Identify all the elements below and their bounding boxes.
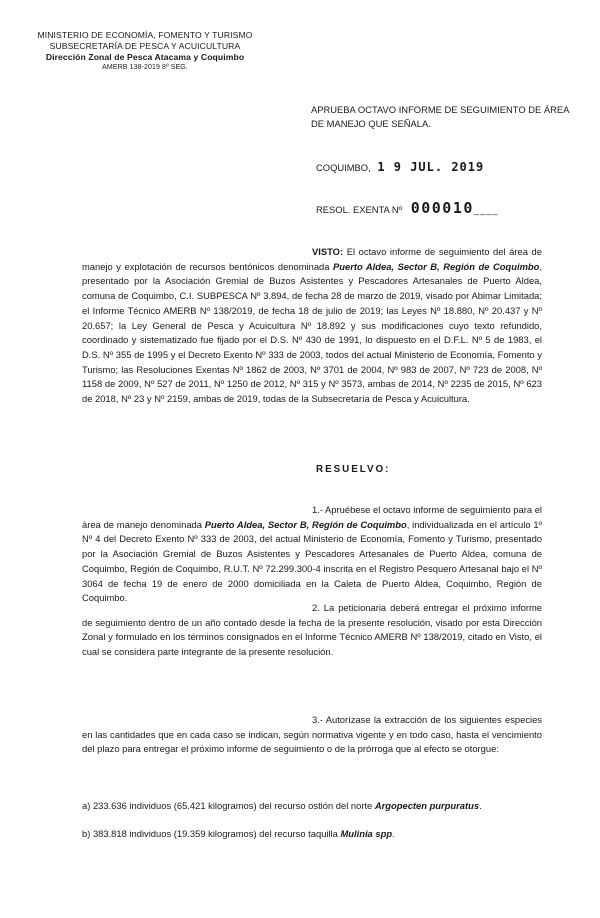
- item-a-species: Argopecten purpuratus: [374, 800, 480, 811]
- resuelvo-heading: RESUELVO:: [316, 464, 391, 475]
- item-b-suffix: .: [392, 828, 395, 839]
- place-date: [316, 160, 484, 175]
- article-1-text-1: 1.- Apruébese el octavo informe de seguimiento para el área de manejo denominada: [82, 504, 542, 530]
- resolution-number-stamp: 000010: [410, 199, 474, 217]
- extraction-item-b: [82, 827, 562, 841]
- article-1: [82, 503, 542, 606]
- item-a-suffix: .: [479, 800, 482, 811]
- resolution-number: [316, 201, 499, 217]
- subsecretariat-name: SUBSECRETARÍA DE PESCA Y ACUICULTURA: [49, 41, 241, 51]
- item-a-text: a) 233.636 individuos (65.421 kilogramos) del recurso ostión del norte: [82, 800, 375, 811]
- item-b-text: b) 383.818 individuos (19.359 kilogramos) del recurso taquilla: [82, 828, 341, 839]
- ministry-name: MINISTERIO DE ECONOMÍA, FOMENTO Y TURISMO: [37, 30, 253, 40]
- item-b-species: Mulinia spp: [340, 828, 393, 839]
- visto-paragraph: [82, 245, 542, 407]
- amerb-reference: AMERB 138-2019 8º SEG.: [102, 64, 188, 71]
- resolution-subject: APRUEBA OCTAVO INFORME DE SEGUIMIENTO DE ÁREA DE MANEJO QUE SEÑALA.: [311, 104, 569, 129]
- resolution-label: RESOL. EXENTA Nº: [316, 204, 403, 215]
- letterhead: [30, 30, 260, 72]
- visto-text-1: El octavo informe de seguimiento del área de manejo y explotación de recursos bentónicos denominada: [82, 246, 542, 272]
- article-3-text: 3.- Autorízase la extracción de los siguientes especies en las cantidades que en cada caso se indican, según normativa vigente y en todo caso, hasta el vencimiento del plazo para entregar el próximo informe de seguimiento o de la prórroga que al efecto se otorgue:: [82, 714, 542, 755]
- article-2-text: 2. La peticionaria deberá entregar el próximo informe de seguimiento dentro de un año contado desde la fecha de la presente resolución, visado por esta Dirección Zonal y formulado en los términos consignados en el Informe Técnico AMERB Nº 138/2019, citado en Visto, el cual se considera parte integrante de la presente resolución.: [82, 602, 542, 658]
- zonal-directorate: Dirección Zonal de Pesca Atacama y Coquimbo: [45, 52, 245, 62]
- place: COQUIMBO,: [316, 162, 371, 173]
- extraction-item-a: [82, 799, 562, 813]
- number-underline: ____: [473, 204, 499, 215]
- article-1-area-name: Puerto Aldea, Sector B, Región de Coquimbo: [204, 518, 407, 530]
- visto-area-name: Puerto Aldea, Sector B, Región de Coquimbo: [333, 260, 540, 272]
- visto-text-2: , presentado por la Asociación Gremial de Buzos Asistentes y Pescadores Artesanales de Puerto Aldea, comuna de Coquimbo, C.I. SUBPESCA Nº 3.894, de fecha 28 de marzo de 2019, visado por Abimar Limitada; el Informe Técnico AMERB Nº 138/2019, de fecha 18 de julio de 2019; las Leyes Nº 18.880, Nº 20.437 y Nº 20.657; la Ley General de Pesca y Acuicultura Nº 18.892 y sus modificaciones cuyo texto refundido, coordinado y sistematizado fue fijado por el D.S. Nº 430 de 1991, lo dispuesto en el D.F.L. Nº 5 de 1983, el D.S. Nº 355 de 1995 y el Decreto Exento Nº 333 de 2003, todos del actual Ministerio de Economía, Fomento y Turismo; las Resoluciones Exentas Nº 1862 de 2003, Nº 3701 de 2004, Nº 983 de 2007, Nº 723 de 2008, Nº 1158 de 2009, Nº 527 de 2011, Nº 1250 de 2012, Nº 315 y Nº 3573, ambas de 2014, Nº 2235 de 2015, Nº 623 de 2018, Nº 23 y Nº 2159, ambas de 2019, todas de la Subsecretaría de Pesca y Acuicultura.: [82, 260, 542, 405]
- article-2: [82, 601, 542, 660]
- visto-lead: VISTO:: [312, 246, 344, 257]
- date-stamp: 1 9 JUL. 2019: [377, 160, 485, 174]
- article-1-text-2: , individualizada en el artículo 1º Nº 4 del Decreto Exento Nº 333 de 2003, del actual Ministerio de Economía, Fomento y Turismo, presentado por la Asociación Gremial de Buzos Asistentes y Pescadores Artesanales de Puerto Aldea, comuna de Coquimbo, Región de Coquimbo, R.U.T. Nº 72.299.300-4 inscrita en el Registro Pesquero Artesanal bajo el Nº 3064 de fecha 19 de enero de 2000 domiciliada en la Caleta de Puerto Aldea, Coquimbo, Región de Coquimbo.: [82, 518, 542, 604]
- article-3: [82, 713, 542, 757]
